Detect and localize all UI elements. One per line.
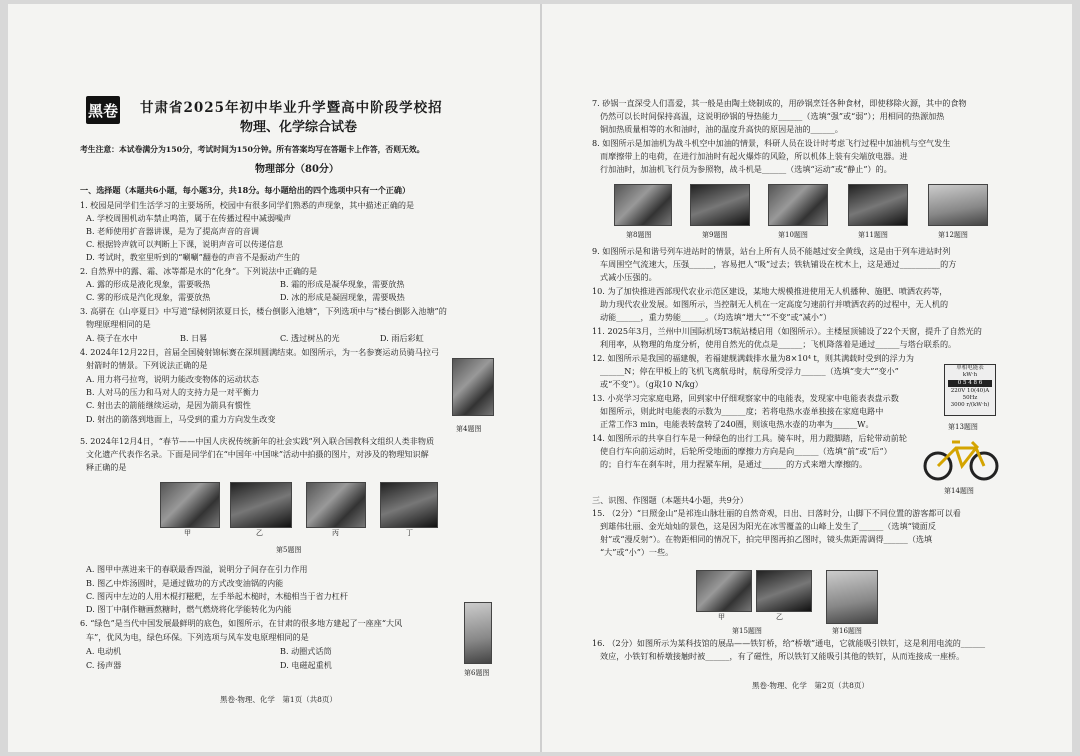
question-line: 物理原理相同的是 <box>86 319 151 329</box>
figure-caption: 第10题图 <box>778 231 808 239</box>
figure-caption: 第16题图 <box>832 627 862 635</box>
question-line: 利用率，从物理的角度分析，使用自然光的优点是______；飞机降落着是通过______与塔台联系的。 <box>600 339 957 349</box>
question-line: 10. 为了加快推进西部现代农业示范区建设，某地大规模推进使用无人机播种、施肥、喷洒农药等， <box>592 286 948 296</box>
question-line: ______N；停在甲板上的飞机飞离航母时，航母所受浮力______（选填“变大”“变小” <box>600 366 899 376</box>
figure-caption: 第5题图 <box>276 546 302 554</box>
page-fold <box>540 4 542 752</box>
figure-label-bing: 丙 <box>332 529 339 537</box>
question-line: “大”或“小”）一些。 <box>600 547 674 557</box>
question-line: A. 用力将弓拉弯，说明力能改变物体的运动状态 <box>86 374 259 384</box>
meter-spec: 3000 r/(kW·h) <box>950 402 990 408</box>
question-line: D. 电磁起重机 <box>280 660 332 670</box>
figure-label-jia: 甲 <box>718 613 725 621</box>
question-line: C. 图丙中左边的人用木棍打糍粑，左手举起木槌时，木槌相当于省力杠杆 <box>86 591 348 601</box>
question-line: 释正确的是 <box>86 462 127 472</box>
figure-5-jia-photo <box>160 482 220 528</box>
figure-caption: 第13题图 <box>948 423 978 431</box>
question-line: 铜加热质量相等的水和油时，油的温度升高快的原因是油的______。 <box>600 124 843 134</box>
figure-15-yi-photo <box>756 570 812 612</box>
meter-reading: 0 5 4 8 6 <box>948 380 992 387</box>
figure-5-ding-photo <box>380 482 438 528</box>
question-line: 三、识图、作图题（本题共4小题，共9分） <box>592 495 748 505</box>
question-line: B. 动圈式话筒 <box>280 646 332 656</box>
question-line: A. 图甲中蒸进来干的春联最香四溢，说明分子间存在引力作用 <box>86 564 308 574</box>
figure-10-photo <box>768 184 828 226</box>
question-line: D. 射出的箭落到地面上，马受到的重力方向发生改变 <box>86 414 276 424</box>
figure-15-jia-photo <box>696 570 752 612</box>
question-line: 3. 高骈在《山亭夏日》中写道“绿树阴浓夏日长，楼台倒影入池塘”，下列选项中与“楼台倒影入池塘”的 <box>80 306 447 316</box>
question-line: 11. 2025年3月，兰州中川国际机场T3航站楼启用（如图所示）。主楼屋顶铺设了22个天窗，提升了自然光的 <box>592 326 982 336</box>
question-line: C. 根据铃声就可以判断上下课，说明声音可以传递信息 <box>86 239 284 249</box>
question-line: A. 电动机 <box>86 646 122 656</box>
meter-unit: kW·h <box>962 372 978 378</box>
figure-caption: 第8题图 <box>626 231 652 239</box>
question-line: 13. 小亮学习完家庭电路，回到家中仔细观察家中的电能表，发现家中电能表表盘示数 <box>592 393 899 403</box>
bicycle-icon <box>922 436 1002 482</box>
question-line: D. 冰的形成是凝固现象，需要吸热 <box>280 292 405 302</box>
question-line: 射箭时的情景。下列说法正确的是 <box>86 360 208 370</box>
question-line: 射”或“漫反射”）。在物距相同的情况下，拍完甲图再拍乙图时，镜头焦距需调得______（选填 <box>600 534 933 544</box>
figure-caption: 第6题图 <box>464 669 490 677</box>
question-line: 6. “绿色”是当代中国发展最鲜明的底色，如图所示，在甘肃的很多地方建起了一座座“大风 <box>80 618 403 628</box>
question-line: B. 老师使用扩音器讲课，是为了提高声音的音调 <box>86 226 259 236</box>
exam-title: 甘肃省2025年初中毕业升学暨高中阶段学校招 <box>140 100 443 116</box>
question-line: C. 雾的形成是汽化现象，需要放热 <box>86 292 211 302</box>
figure-label-ding: 丁 <box>406 529 413 537</box>
question-line: 仍然可以长时间保持高温，这说明砂锅的导热能力______（选填“强”或“弱”）；用相同的热源加热 <box>600 111 945 121</box>
question-line: 式减小压强的。 <box>600 272 657 282</box>
question-line: B. 日晷 <box>180 333 208 343</box>
question-line: 行加油时，加油机飞行员为参照物，战斗机是______（选填“运动”或“静止”）的。 <box>600 164 892 174</box>
figure-16-photo <box>826 570 878 624</box>
figure-caption: 第12题图 <box>938 231 968 239</box>
page-footer: 黑卷·物理、化学 第2页（共8页） <box>752 681 869 690</box>
question-line: C. 射出去的箭能继续运动，是因为箭具有惯性 <box>86 400 251 410</box>
question-line: 9. 如图所示是和谐号列车进站时的情景，站台上所有人员不能越过安全黄线，这是由于列车进站时列 <box>592 246 951 256</box>
figure-12-photo <box>928 184 988 226</box>
exam-subtitle: 物理、化学综合试卷 <box>240 120 358 135</box>
question-line: 5. 2024年12月4日，“春节——中国人庆祝传统新年的社会实践”列入联合国教科文组织人类非物质 <box>80 436 435 446</box>
logo: 黑卷 <box>86 96 120 124</box>
question-line: 而摩擦带上的电荷，在进行加油时有起火爆炸的风险，所以机体上装有尖端放电器。进 <box>600 151 908 161</box>
figure-5-yi-photo <box>230 482 292 528</box>
figure-9-photo <box>690 184 750 226</box>
figure-4-photo <box>452 358 494 416</box>
part-heading: 一、选择题（本题共6小题，每小题3分，共18分。每小题给出的四个选项中只有一个正确） <box>80 185 411 195</box>
exam-notice: 考生注意：本试卷满分为150分，考试时间为150分钟。所有答案均写在答题卡上作答，否则无效。 <box>80 145 425 154</box>
question-line: 2. 自然界中的露、霜、冰等都是水的“化身”。下列说法中正确的是 <box>80 266 318 276</box>
question-line: A. 露的形成是液化现象，需要吸热 <box>86 279 211 289</box>
question-line: 动能______，重力势能______。（均选填“增大”“不变”或“减小”） <box>600 312 832 322</box>
figure-6-photo <box>464 602 492 664</box>
question-line: 的；自行车在刹车时，用力捏紧车闸，是通过______的方式来增大摩擦的。 <box>600 459 868 469</box>
question-line: 如图所示，则此时电能表的示数为______度；若将电热水壶单独接在家庭电路中 <box>600 406 884 416</box>
question-line: D. 图丁中制作糖画熬糖时，燃气燃烧将化学能转化为内能 <box>86 604 292 614</box>
page-2 <box>592 4 1006 752</box>
question-line: D. 考试时，教室里听到的“唰唰”翻卷的声音不是振动产生的 <box>86 252 300 262</box>
question-line: 15. （2分）“日照金山”是祁连山脉壮丽的自然奇观，日出、日落时分，山脚下不同位置的游客都可以看 <box>592 508 961 518</box>
section-title: 物理部分（80分） <box>255 164 339 175</box>
question-line: 使自行车向前运动时，后轮所受地面的摩擦力方向是向______（选填“前”或“后”） <box>600 446 892 456</box>
question-line: 12. 如图所示是我国的福建舰，若福建舰满载排水量为8×10⁴ t，则其满载时受到的浮力为 <box>592 353 914 363</box>
page-1 <box>80 4 516 752</box>
question-line: D. 雨后彩虹 <box>380 333 424 343</box>
figure-caption: 第11题图 <box>858 231 888 239</box>
question-line: 4. 2024年12月22日，首届全国骑射锦标赛在深圳圆满结束。如图所示，为一名参赛运动员骑马拉弓 <box>80 347 440 357</box>
electric-meter-figure <box>944 364 996 416</box>
question-line: A. 学校周围机动车禁止鸣笛，属于在传播过程中减弱噪声 <box>86 213 292 223</box>
figure-8-photo <box>614 184 672 226</box>
question-line: 效应，小铁钉和桥墩接触时被______，有了磁性，所以铁钉又能吸引其他的铁钉，从而连接成一座桥。 <box>600 651 965 661</box>
figure-5-bing-photo <box>306 482 366 528</box>
question-line: 车周围空气流速大，压强______，容易把人“吸”过去；铁轨铺设在枕木上，这是通过__________的方 <box>600 259 957 269</box>
question-line: 文化遗产代表作名录。下面是同学们在“中国年·中国味”活动中拍摄的图片，对涉及的物理知识解 <box>86 449 429 459</box>
page-footer: 黑卷·物理、化学 第1页（共8页） <box>220 695 337 704</box>
figure-caption: 第15题图 <box>732 627 762 635</box>
exam-sheet <box>8 4 1072 752</box>
figure-label-yi: 乙 <box>776 613 783 621</box>
question-line: B. 霜的形成是凝华现象，需要放热 <box>280 279 405 289</box>
question-line: C. 扬声器 <box>86 660 122 670</box>
meter-spec: 220V 10(40)A 50Hz <box>950 388 990 401</box>
question-line: 车”，优风为电，绿色环保。下列选项与风车发电原理相同的是 <box>86 632 309 642</box>
figure-caption: 第9题图 <box>702 231 728 239</box>
question-line: 8. 如图所示是加油机为战斗机空中加油的情景，科研人员在设计时考虑飞行过程中加油机与空气发生 <box>592 138 951 148</box>
question-line: C. 透过树丛的光 <box>280 333 340 343</box>
question-line: B. 人对马的压力和马对人的支持力是一对平衡力 <box>86 387 259 397</box>
figure-label-yi: 乙 <box>256 529 263 537</box>
figure-11-photo <box>848 184 908 226</box>
figure-label-jia: 甲 <box>184 529 191 537</box>
question-line: A. 筷子在水中 <box>86 333 138 343</box>
meter-label: 单相电能表 <box>956 365 984 371</box>
figure-caption: 第4题图 <box>456 425 482 433</box>
question-line: 到雄伟壮丽、金光灿灿的景色，这是因为阳光在冰雪覆盖的山峰上发生了______（选填“镜面反 <box>600 521 936 531</box>
figure-caption: 第14题图 <box>944 487 974 495</box>
question-line: 或“不变”）。（g取10 N/kg） <box>600 379 703 389</box>
question-line: 7. 砂锅一直深受人们喜爱，其一般是由陶土烧制成的，用砂锅烹饪各种食材，即使移除火源，其中的食物 <box>592 98 967 108</box>
question-line: 1. 校园是同学们生活学习的主要场所，校园中有很多同学们熟悉的声现象，其中描述正确的是 <box>80 200 415 210</box>
question-line: 16. （2分）如图所示为某科技馆的展品——铁钉桥，给“桥墩”通电，它就能吸引铁钉，这是利用电流的______ <box>592 638 986 648</box>
question-line: 14. 如图所示的共享自行车是一种绿色的出行工具。骑车时，用力蹬脚踏，后轮带动前轮 <box>592 433 907 443</box>
question-line: 助力现代农业发展。如图所示，当控制无人机在一定高度匀速前行并喷洒农药的过程中，无人机的 <box>600 299 949 309</box>
question-line: 正常工作3 min，电能表转盘转了240圈，则该电热水壶的功率为______W。 <box>600 419 874 429</box>
question-line: B. 图乙中炸汤圆时，是通过做功的方式改变油锅的内能 <box>86 578 284 588</box>
